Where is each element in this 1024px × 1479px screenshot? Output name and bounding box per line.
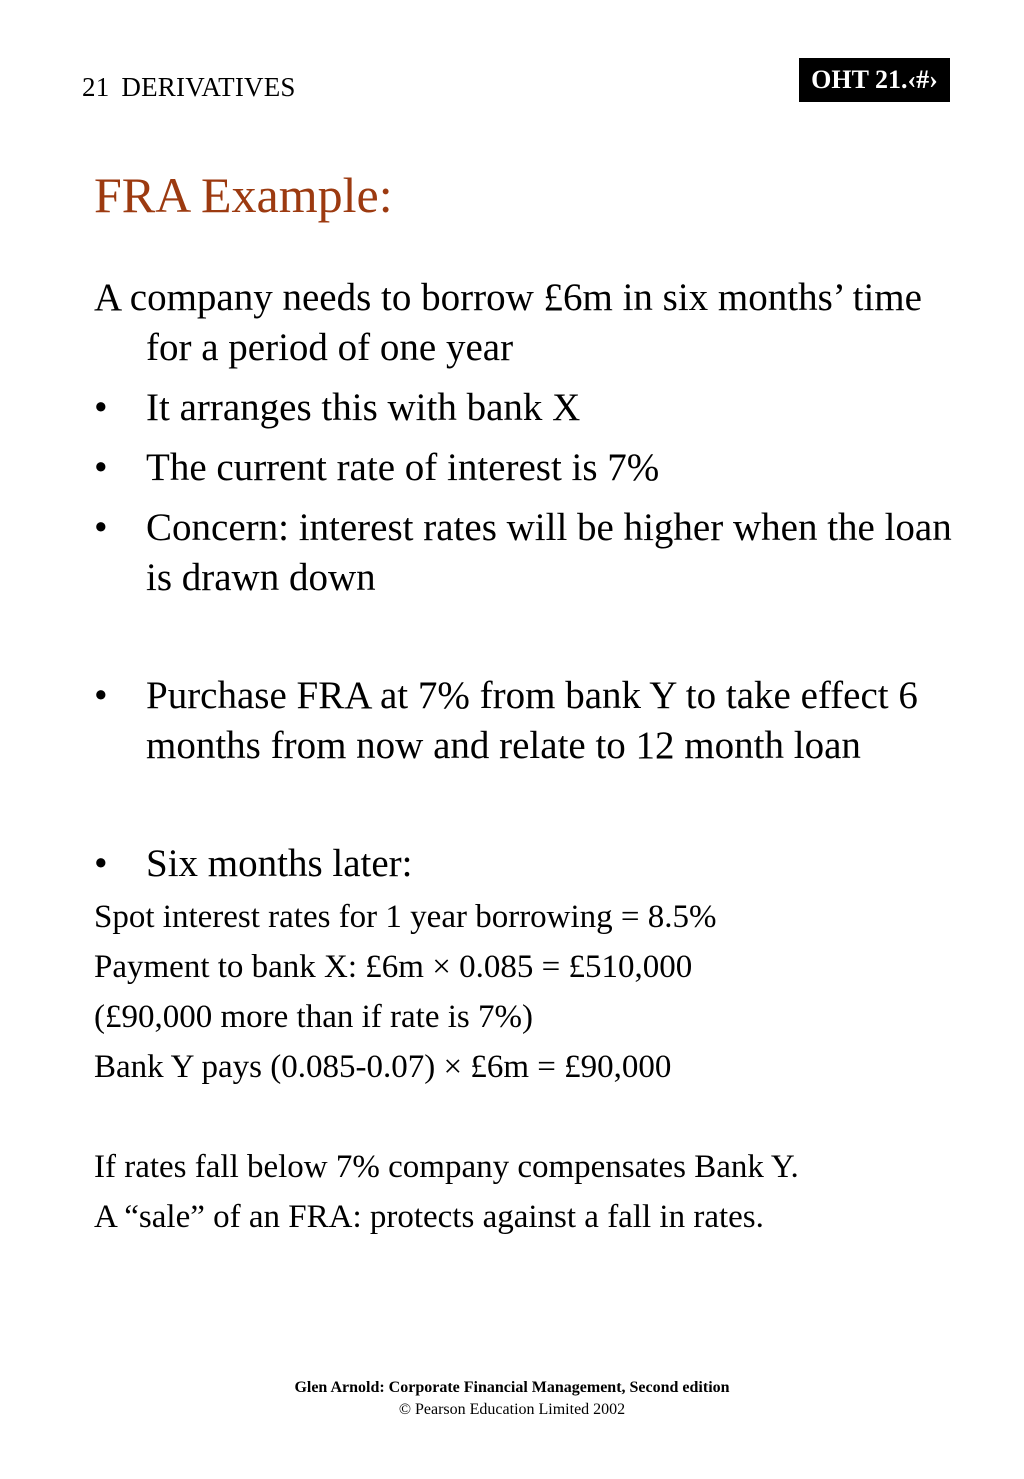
bullet-item (94, 839, 954, 889)
calculation-block (94, 892, 954, 1092)
bullet-text: It arranges this with bank X (146, 386, 581, 429)
slide-number-badge: OHT 21.‹#› (799, 58, 950, 102)
calc-line: Spot interest rates for 1 year borrowing = 8.5% (94, 899, 717, 935)
bullet-dot: • (94, 842, 108, 885)
chapter-title: DERIVATIVES (121, 72, 296, 102)
bullet-text: Six months later: (146, 842, 413, 885)
bullet-item (94, 503, 954, 603)
bullet-text: Purchase FRA at 7% from bank Y to take effect 6 months from now and relate to 12 month loan (146, 674, 918, 767)
notes-block (94, 1142, 954, 1242)
calc-line: (£90,000 more than if rate is 7%) (94, 999, 533, 1035)
intro-paragraph: A company needs to borrow £6m in six months’ time for a period of one year (94, 276, 922, 369)
footer (0, 1377, 1024, 1421)
footer-copyright: © Pearson Education Limited 2002 (398, 1401, 626, 1418)
bullet-dot: • (94, 446, 108, 489)
note-line: A “sale” of an FRA: protects against a fall in rates. (94, 1199, 764, 1235)
chapter-number: 21 (82, 72, 110, 102)
calc-line: Bank Y pays (0.085-0.07) × £6m = £90,000 (94, 1049, 672, 1085)
bullet-text: The current rate of interest is 7% (146, 446, 660, 489)
bullet-dot: • (94, 506, 108, 549)
note-line: If rates fall below 7% company compensates Bank Y. (94, 1149, 799, 1185)
bullet-dot: • (94, 386, 108, 429)
calc-line: Payment to bank X: £6m × 0.085 = £510,000 (94, 949, 693, 985)
bullet-item (94, 383, 954, 433)
bullet-dot: • (94, 674, 108, 717)
bullet-text: Concern: interest rates will be higher when the loan is drawn down (146, 506, 952, 599)
chapter-header (82, 72, 296, 103)
footer-book-credit: Glen Arnold: Corporate Financial Management, Second edition (294, 1379, 730, 1396)
page-title: FRA Example: (94, 167, 393, 223)
slide-body (94, 273, 954, 1242)
bullet-item (94, 443, 954, 493)
bullet-item (94, 671, 954, 771)
